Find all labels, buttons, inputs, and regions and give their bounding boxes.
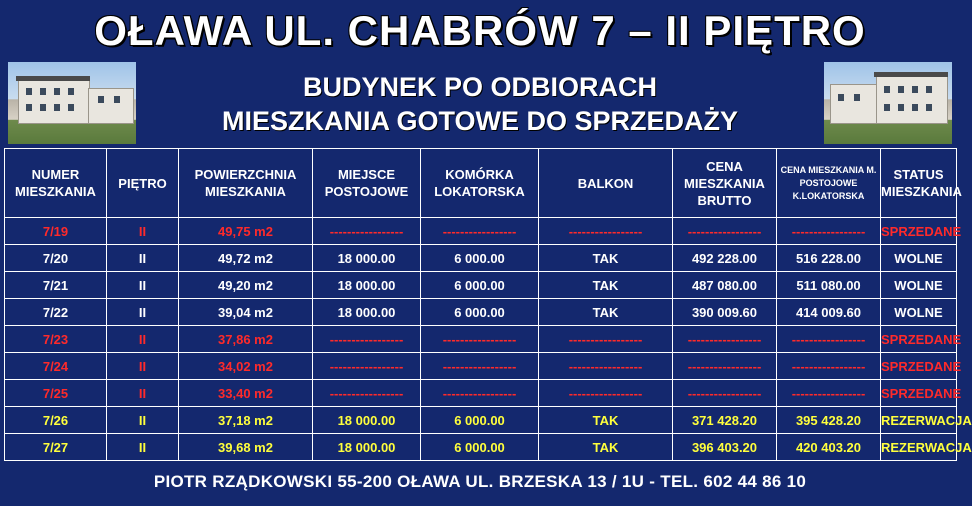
cell-area: 33,40 m2 [179,380,313,407]
cell-price: 390 009.60 [673,299,777,326]
cell-parking: 18 000.00 [313,272,421,299]
cell-area: 37,86 m2 [179,326,313,353]
cell-price-with-extras: ----------------- [777,326,881,353]
table-row [5,245,957,272]
building-photo-left [8,62,136,144]
table-row [5,326,957,353]
cell-status: SPRZEDANE [881,380,957,407]
table-row [5,380,957,407]
cell-floor: II [107,272,179,299]
subtitle [140,64,820,144]
cell-balcony: TAK [539,245,673,272]
table-row [5,353,957,380]
cell-floor: II [107,434,179,461]
footer-contact: PIOTR RZĄDKOWSKI 55-200 OŁAWA UL. BRZESKA 13 / 1U - TEL. 602 44 86 10 [153,472,807,491]
cell-parking: 18 000.00 [313,245,421,272]
cell-floor: II [107,407,179,434]
building-photo-right [824,62,952,144]
cell-number: 7/27 [5,434,107,461]
cell-storage: 6 000.00 [421,272,539,299]
cell-area: 39,04 m2 [179,299,313,326]
cell-status: REZERWACJA [881,434,957,461]
cell-balcony: TAK [539,299,673,326]
header-status: STATUS MIESZKANIA [881,149,957,218]
cell-parking: ----------------- [313,326,421,353]
cell-area: 49,72 m2 [179,245,313,272]
header-price-with-extras: CENA MIESZKANIA M. POSTOJOWE K.LOKATORSKA [777,149,881,218]
cell-floor: II [107,326,179,353]
cell-floor: II [107,218,179,245]
cell-floor: II [107,353,179,380]
cell-storage: 6 000.00 [421,245,539,272]
cell-area: 37,18 m2 [179,407,313,434]
cell-number: 7/21 [5,272,107,299]
header-parking: MIEJSCE POSTOJOWE [313,149,421,218]
cell-parking: ----------------- [313,353,421,380]
cell-price-with-extras: ----------------- [777,380,881,407]
cell-status: REZERWACJA [881,407,957,434]
cell-area: 49,75 m2 [179,218,313,245]
cell-area: 49,20 m2 [179,272,313,299]
cell-balcony: TAK [539,434,673,461]
cell-price-with-extras: ----------------- [777,218,881,245]
cell-status: WOLNE [881,272,957,299]
cell-balcony: ----------------- [539,326,673,353]
cell-parking: 18 000.00 [313,434,421,461]
cell-parking: 18 000.00 [313,407,421,434]
cell-price: ----------------- [673,326,777,353]
cell-parking: ----------------- [313,380,421,407]
header-balcony: BALKON [539,149,673,218]
table-row [5,434,957,461]
cell-number: 7/20 [5,245,107,272]
cell-balcony: ----------------- [539,218,673,245]
cell-price: 396 403.20 [673,434,777,461]
cell-price: ----------------- [673,218,777,245]
cell-price-with-extras: ----------------- [777,353,881,380]
table-row [5,272,957,299]
cell-price: 492 228.00 [673,245,777,272]
header-number: NUMER MIESZKANIA [5,149,107,218]
table-row [5,407,957,434]
cell-storage: ----------------- [421,326,539,353]
header-floor: PIĘTRO [107,149,179,218]
cell-price: 487 080.00 [673,272,777,299]
cell-parking: ----------------- [313,218,421,245]
cell-area: 39,68 m2 [179,434,313,461]
table-row [5,218,957,245]
header-area: POWIERZCHNIA MIESZKANIA [179,149,313,218]
cell-status: SPRZEDANE [881,353,957,380]
cell-storage: 6 000.00 [421,407,539,434]
cell-number: 7/23 [5,326,107,353]
table-header-row [5,149,957,218]
cell-price-with-extras: 511 080.00 [777,272,881,299]
cell-floor: II [107,380,179,407]
cell-price-with-extras: 395 428.20 [777,407,881,434]
cell-status: SPRZEDANE [881,218,957,245]
header-price: CENA MIESZKANIA BRUTTO [673,149,777,218]
cell-price-with-extras: 414 009.60 [777,299,881,326]
header-storage: KOMÓRKA LOKATORSKA [421,149,539,218]
cell-balcony: TAK [539,272,673,299]
cell-number: 7/25 [5,380,107,407]
page-title: OŁAWA UL. CHABRÓW 7 – II PIĘTRO [94,7,866,54]
cell-price: ----------------- [673,353,777,380]
cell-storage: 6 000.00 [421,434,539,461]
cell-floor: II [107,245,179,272]
cell-parking: 18 000.00 [313,299,421,326]
cell-storage: ----------------- [421,353,539,380]
cell-price-with-extras: 420 403.20 [777,434,881,461]
cell-storage: ----------------- [421,218,539,245]
cell-status: WOLNE [881,245,957,272]
cell-balcony: ----------------- [539,353,673,380]
apartments-table [4,148,972,461]
subtitle-line-1: BUDYNEK PO ODBIORACH [302,72,658,102]
cell-balcony: TAK [539,407,673,434]
cell-number: 7/19 [5,218,107,245]
cell-area: 34,02 m2 [179,353,313,380]
cell-status: SPRZEDANE [881,326,957,353]
cell-price: ----------------- [673,380,777,407]
cell-number: 7/24 [5,353,107,380]
subtitle-line-2: MIESZKANIA GOTOWE DO SPRZEDAŻY [221,106,739,136]
cell-floor: II [107,299,179,326]
cell-status: WOLNE [881,299,957,326]
cell-balcony: ----------------- [539,380,673,407]
cell-storage: ----------------- [421,380,539,407]
cell-price: 371 428.20 [673,407,777,434]
cell-number: 7/22 [5,299,107,326]
table-row [5,299,957,326]
cell-price-with-extras: 516 228.00 [777,245,881,272]
cell-storage: 6 000.00 [421,299,539,326]
cell-number: 7/26 [5,407,107,434]
